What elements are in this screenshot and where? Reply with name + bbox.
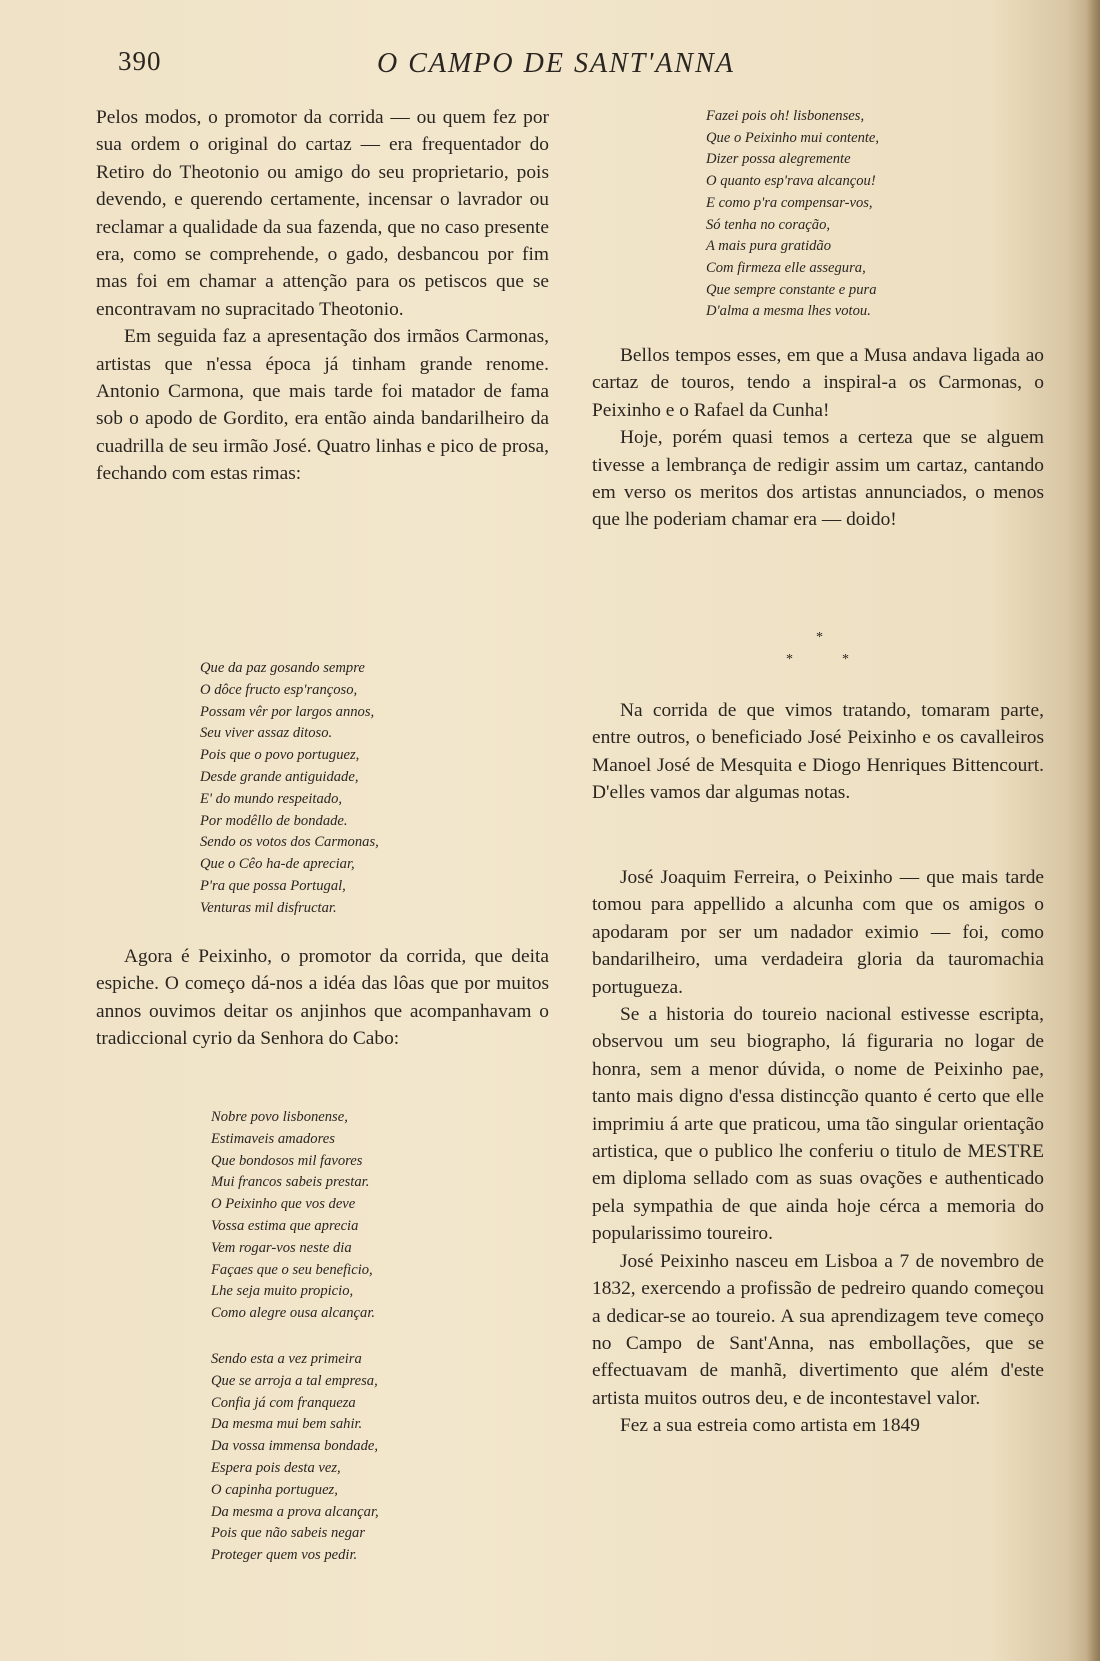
star-mark: * <box>786 652 793 667</box>
verse-line: Que bondosos mil favores <box>211 1152 363 1169</box>
paragraph: José Peixinho nasceu em Lisboa a 7 de novembro de 1832, exercendo a profissão de pedreiro quando começou a dedicar-se ao toureio. A sua aprendizagem teve começo no Campo de Sant'Anna, nas embollações, que se effectuavam de manhã, divertimento que além d'este artista muitos outros deu, e de incontestavel valor. <box>592 1250 1044 1409</box>
verse-line: Pois que não sabeis negar <box>211 1525 366 1542</box>
verse-line: Espera pois desta vez, <box>211 1459 341 1476</box>
verse-line: Possam vêr por largos annos, <box>200 703 375 720</box>
star-mark: * <box>816 630 823 645</box>
verse-line: Da mesma mui bem sahir. <box>211 1416 363 1433</box>
verse-line: Da mesma a prova alcançar, <box>211 1503 379 1520</box>
verse-line: Desde grande antiguidade, <box>200 768 359 785</box>
verse-line: Venturas mil disfructar. <box>200 899 337 916</box>
right-column-text <box>592 342 1044 534</box>
paragraph: Pelos modos, o promotor da corrida — ou quem fez por sua ordem o original do cartaz — era frequentador do Retiro do Theotonio ou amigo do seu proprietario, pois devendo, e querendo certamente, incensar o lavrador ou reclamar a qualidade da sua fazenda, que no caso presente era, como se comprehende, o gado, desbancou por fim mas foi em chamar a attenção para os petiscos que se encontravam no supracitado Theotonio. <box>96 107 549 320</box>
verse-line: Que o Peixinho mui contente, <box>706 129 880 146</box>
star-mark: * <box>842 652 849 667</box>
verse-line: P'ra que possa Portugal, <box>200 877 346 894</box>
right-column-text <box>592 697 1044 807</box>
verse-line: E' do mundo respeitado, <box>200 790 343 807</box>
verse-line: Nobre povo lisbonense, <box>211 1109 348 1125</box>
left-column-text <box>96 104 549 488</box>
page-edge-shadow <box>1086 0 1100 1661</box>
verse-line: Só tenha no coração, <box>706 216 831 233</box>
verse-line: E como p'ra compensar-vos, <box>706 194 873 211</box>
paragraph: Agora é Peixinho, o promotor da corrida, que deita espiche. O começo dá-nos a idéa das lôas que por muitos annos ouvimos deitar os anjinhos que acompanhavam o tradiccional cyrio da Senhora do Cabo: <box>96 946 549 1050</box>
verse-line: Que sempre constante e pura <box>706 281 877 298</box>
verse-line: A mais pura gratidão <box>706 238 832 255</box>
verse-line: Sendo esta a vez primeira <box>211 1351 362 1367</box>
verse-line: O Peixinho que vos deve <box>211 1196 356 1213</box>
verse-line: Sendo os votos dos Carmonas, <box>200 834 379 851</box>
verse-block <box>706 106 879 323</box>
paragraph: Na corrida de que vimos tratando, tomaram parte, entre outros, o beneficiado José Peixinho e os cavalleiros Manoel José de Mesquita e Diogo Henriques Bittencourt. D'elles vamos dar algumas notas. <box>592 700 1044 804</box>
verse-line: Fazei pois oh! lisbonenses, <box>706 108 865 124</box>
left-column-text <box>96 943 549 1053</box>
verse-block <box>200 658 379 920</box>
verse-line: Da vossa immensa bondade, <box>211 1438 379 1455</box>
verse-line: Seu viver assaz ditoso. <box>200 725 333 742</box>
verse-line: Proteger quem vos pedir. <box>211 1547 358 1564</box>
verse-line: O quanto esp'rava alcançou! <box>706 173 876 190</box>
verse-line: Com firmeza elle assegura, <box>706 259 866 276</box>
verse-line: Lhe seja muito propicio, <box>211 1283 354 1300</box>
section-divider <box>780 630 854 670</box>
verse-line: Estimaveis amadores <box>211 1130 335 1147</box>
verse-line: Vem rogar-vos neste dia <box>211 1239 352 1256</box>
verse-line: D'alma a mesma lhes votou. <box>706 303 871 320</box>
verse-line: O capinha portuguez, <box>211 1481 338 1498</box>
paragraph: Se a historia do toureio nacional estivesse escripta, observou um seu biographo, lá figuraria no logar de honra, sem a menor dúvida, o nome de Peixinho pae, tanto mais digno d'essa distincção quanto é certo que elle imprimiu á arte que praticou, uma tão singular orientação artistica, que o publico lhe conferiu o titulo de MESTRE em diploma sellado com as suas ovações e authenticado pela sympathia de que ainda hoje cérca a memoria do popularissimo toureiro. <box>592 1004 1044 1245</box>
verse-line: Que se arroja a tal empresa, <box>211 1372 378 1389</box>
verse-line: Confia já com franqueza <box>211 1394 356 1411</box>
verse-block <box>211 1349 379 1567</box>
verse-line: Que da paz gosando sempre <box>200 660 365 676</box>
paragraph: Hoje, porém quasi temos a certeza que se alguem tivesse a lembrança de redigir assim um cartaz, cantando em verso os meritos dos artistas annunciados, o menos que lhe poderiam chamar era — doido! <box>592 427 1044 531</box>
verse-line: Que o Cêo ha-de apreciar, <box>200 856 355 873</box>
verse-line: Mui francos sabeis prestar. <box>211 1174 370 1191</box>
page-number: 390 <box>118 46 162 76</box>
verse-line: O dôce fructo esp'rançoso, <box>200 681 358 698</box>
verse-line: Pois que o povo portuguez, <box>200 747 360 764</box>
paragraph: Bellos tempos esses, em que a Musa andava ligada ao cartaz de touros, tendo a inspiral-a os Carmonas, o Peixinho e o Rafael da Cunha! <box>592 345 1044 421</box>
verse-line: Como alegre ousa alcançar. <box>211 1305 376 1322</box>
paragraph: José Joaquim Ferreira, o Peixinho — que mais tarde tomou para appellido a alcunha com que os amigos o apodaram por ser um nadador eximio — foi, como bandarilheiro, uma verdadeira gloria da tauromachia portugueza. <box>592 867 1044 998</box>
running-title: O CAMPO DE SANT'ANNA <box>377 48 735 79</box>
paragraph: Em seguida faz a apresentação dos irmãos Carmonas, artistas que n'essa época já tinham grande renome. Antonio Carmona, que mais tarde foi matador de fama sob o apodo de Gordito, era então ainda bandarilheiro da cuadrilla de seu irmão José. Quatro linhas e pico de prosa, fechando com estas rimas: <box>96 326 549 485</box>
paragraph: Fez a sua estreia como artista em 1849 <box>620 1415 920 1437</box>
verse-line: Vossa estima que aprecia <box>211 1217 359 1234</box>
verse-line: Por modêllo de bondade. <box>200 812 348 829</box>
verse-block <box>211 1107 375 1325</box>
verse-line: Façaes que o seu beneficio, <box>211 1261 373 1278</box>
verse-line: Dizer possa alegremente <box>706 151 851 168</box>
right-column-text <box>592 864 1044 1440</box>
